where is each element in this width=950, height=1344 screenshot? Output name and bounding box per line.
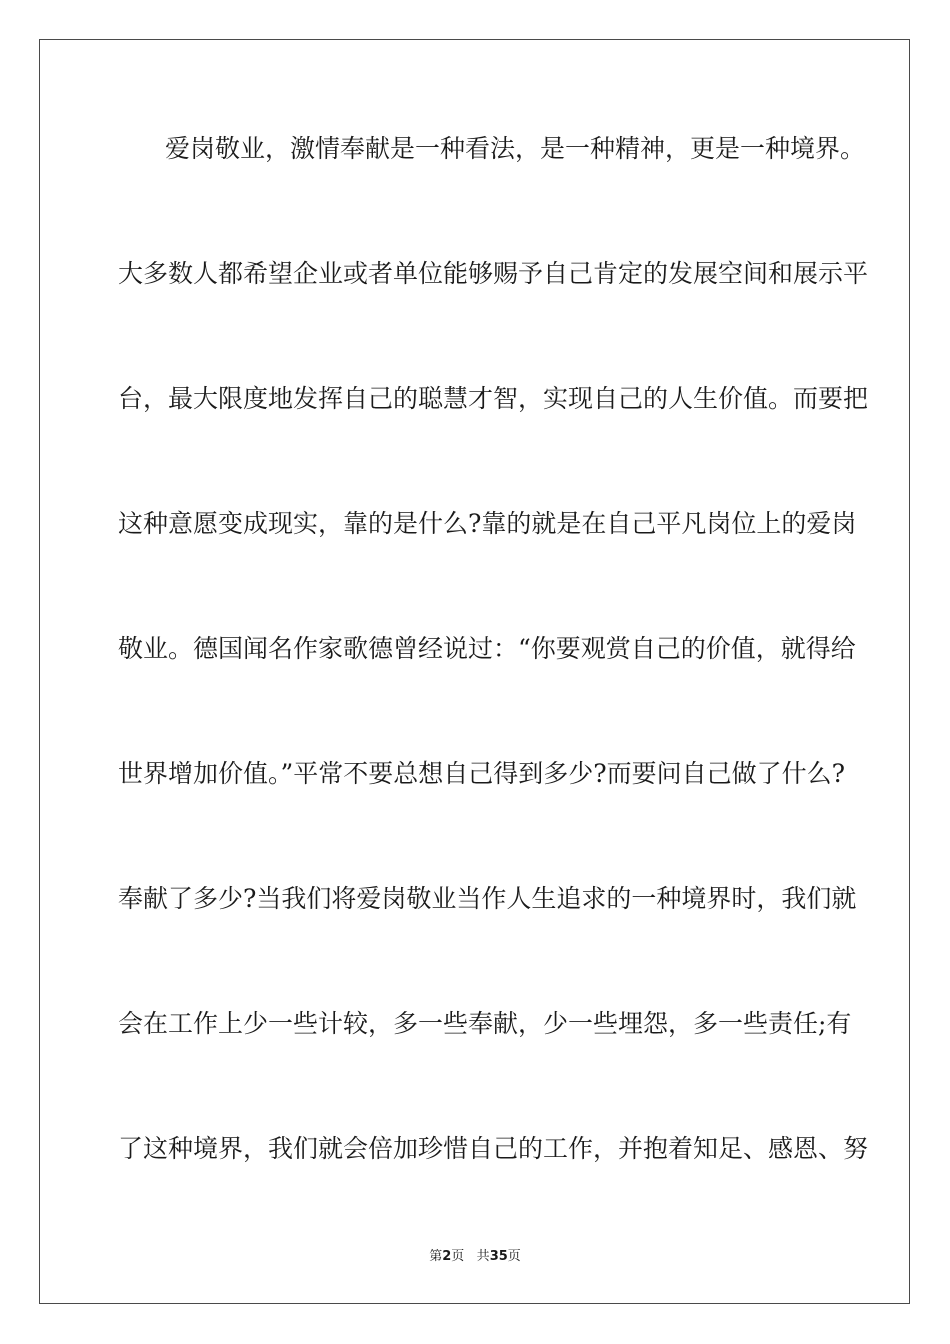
page-suffix: 页 [451, 1249, 465, 1264]
total-pages: 35 [489, 1249, 508, 1264]
page-footer [0, 1247, 950, 1267]
paragraph-line-1: 爱岗敬业，激情奉献是一种看法，是一种精神，更是一种境界。 [165, 134, 866, 163]
page-border [39, 39, 910, 1304]
paragraph-line-5: 敬业。德国闻名作家歌德曾经说过：“你要观赏自己的价值，就得给 [118, 634, 856, 663]
paragraph-line-7: 奉献了多少?当我们将爱岗敬业当作人生追求的一种境界时，我们就 [118, 884, 857, 913]
paragraph-line-3: 台，最大限度地发挥自己的聪慧才智，实现自己的人生价值。而要把 [118, 384, 869, 413]
paragraph-line-2: 大多数人都希望企业或者单位能够赐予自己肯定的发展空间和展示平 [118, 259, 869, 288]
total-prefix: 共 [476, 1249, 490, 1264]
page-number: 2 [442, 1249, 452, 1264]
paragraph-line-4: 这种意愿变成现实，靠的是什么?靠的就是在自己平凡岗位上的爱岗 [118, 509, 857, 538]
page-prefix: 第 [429, 1249, 443, 1264]
total-suffix: 页 [507, 1249, 521, 1264]
paragraph-line-6: 世界增加价值。”平常不要总想自己得到多少?而要问自己做了什么? [118, 759, 846, 788]
paragraph-line-8: 会在工作上少一些计较，多一些奉献，少一些埋怨，多一些责任;有 [118, 1009, 852, 1038]
paragraph-line-9: 了这种境界，我们就会倍加珍惜自己的工作，并抱着知足、感恩、努 [118, 1134, 869, 1163]
